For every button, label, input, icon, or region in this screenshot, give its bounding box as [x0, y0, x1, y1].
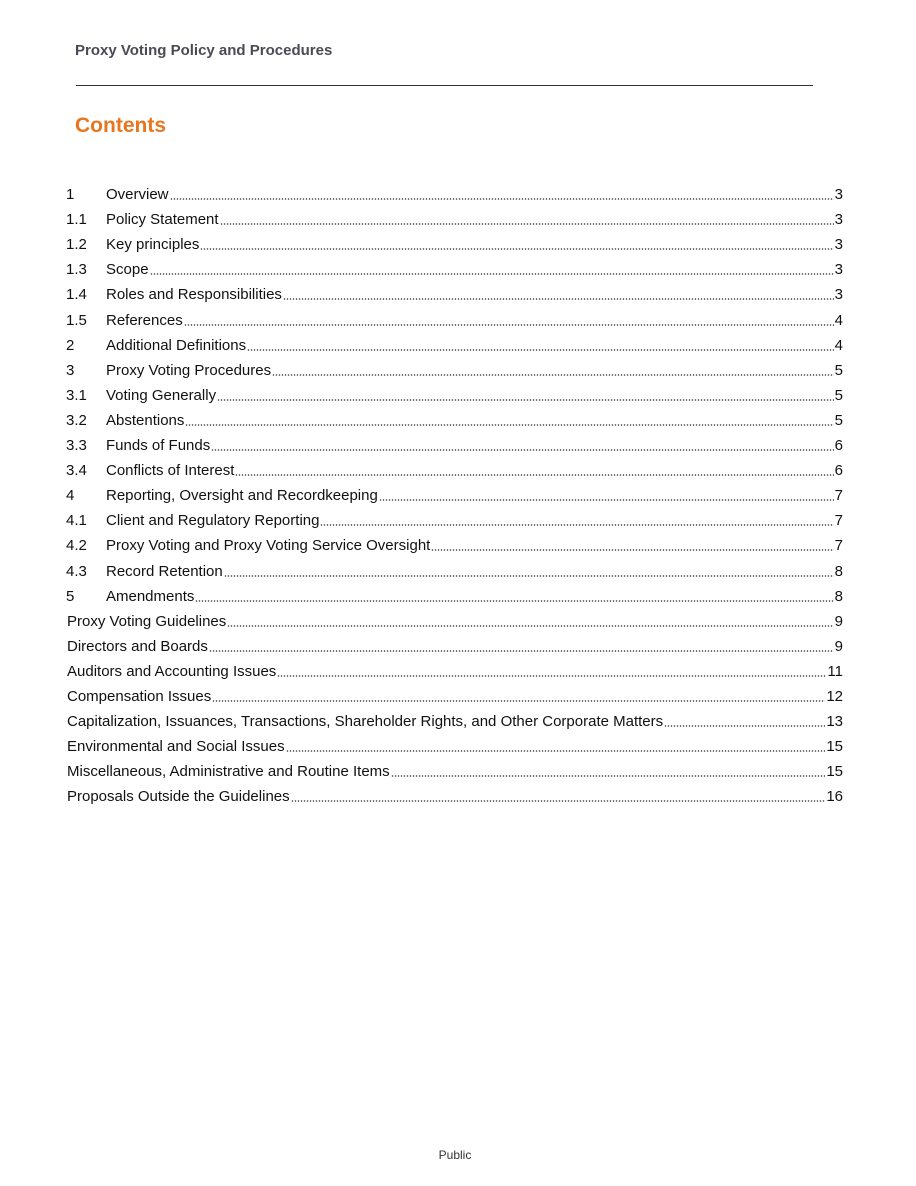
- toc-entry[interactable]: [67, 611, 843, 633]
- toc-entry[interactable]: [66, 561, 843, 583]
- toc-entry-label[interactable]: Auditors and Accounting Issues: [67, 663, 277, 680]
- toc-dot-leader: [211, 449, 833, 451]
- toc-entry-label[interactable]: Additional Definitions: [106, 337, 247, 354]
- toc-entry-page[interactable]: 4: [834, 312, 843, 329]
- toc-entry[interactable]: [66, 310, 843, 332]
- toc-entry-number: 3.3: [66, 437, 87, 454]
- toc-entry-label[interactable]: Voting Generally: [106, 387, 217, 404]
- toc-entry[interactable]: [66, 259, 843, 281]
- toc-entry-number: 4.3: [66, 563, 87, 580]
- toc-entry-label[interactable]: Overview: [106, 186, 169, 203]
- toc-entry-label[interactable]: Record Retention: [106, 563, 223, 580]
- toc-entry[interactable]: [67, 736, 843, 758]
- toc-entry-page[interactable]: 15: [826, 763, 843, 780]
- toc-dot-leader: [195, 600, 833, 602]
- toc-dot-leader: [277, 675, 826, 677]
- toc-entry-page[interactable]: 9: [834, 638, 843, 655]
- toc-dot-leader: [379, 499, 834, 501]
- toc-entry-label[interactable]: Proposals Outside the Guidelines: [67, 788, 290, 805]
- toc-entry-number: 1.2: [66, 236, 87, 253]
- toc-entry-page[interactable]: 3: [834, 236, 843, 253]
- toc-entry-label[interactable]: Compensation Issues: [67, 688, 212, 705]
- toc-entry-page[interactable]: 15: [826, 738, 843, 755]
- toc-entry[interactable]: [67, 686, 843, 708]
- toc-dot-leader: [283, 298, 834, 300]
- toc-entry-label[interactable]: Conflicts of Interest: [106, 462, 235, 479]
- toc-entry[interactable]: [66, 209, 843, 231]
- toc-entry[interactable]: [66, 435, 843, 457]
- toc-dot-leader: [320, 524, 833, 526]
- toc-entry-page[interactable]: 12: [826, 688, 843, 705]
- toc-entry[interactable]: [66, 510, 843, 532]
- toc-entry[interactable]: [66, 586, 843, 608]
- toc-dot-leader: [286, 750, 826, 752]
- toc-entry-label[interactable]: Directors and Boards: [67, 638, 208, 655]
- toc-entry-page[interactable]: 3: [834, 186, 843, 203]
- toc-entry-number: 2: [66, 337, 75, 354]
- toc-entry[interactable]: [67, 761, 843, 783]
- toc-entry-page[interactable]: 5: [834, 362, 843, 379]
- toc-dot-leader: [150, 273, 834, 275]
- toc-entry-page[interactable]: 4: [834, 337, 843, 354]
- toc-entry-page[interactable]: 13: [826, 713, 843, 730]
- toc-dot-leader: [209, 650, 834, 652]
- toc-entry-label[interactable]: Environmental and Social Issues: [67, 738, 285, 755]
- toc-entry[interactable]: [67, 661, 843, 683]
- toc-entry[interactable]: [66, 335, 843, 357]
- toc-dot-leader: [235, 474, 833, 476]
- toc-dot-leader: [664, 725, 825, 727]
- toc-entry-page[interactable]: 7: [834, 487, 843, 504]
- toc-entry-page[interactable]: 9: [834, 613, 843, 630]
- toc-entry-label[interactable]: Abstentions: [106, 412, 185, 429]
- toc-entry[interactable]: [66, 284, 843, 306]
- toc-entry-number: 3: [66, 362, 75, 379]
- toc-entry-label[interactable]: References: [106, 312, 183, 329]
- toc-dot-leader: [431, 549, 833, 551]
- toc-dot-leader: [272, 374, 834, 376]
- toc-entry-number: 5: [66, 588, 75, 605]
- toc-entry-label[interactable]: Reporting, Oversight and Recordkeeping: [106, 487, 378, 504]
- toc-entry-page[interactable]: 6: [834, 437, 843, 454]
- toc-dot-leader: [291, 800, 826, 802]
- toc-entry-label[interactable]: Amendments: [106, 588, 195, 605]
- toc-entry-number: 3.1: [66, 387, 87, 404]
- toc-entry-number: 3.4: [66, 462, 87, 479]
- toc-entry-label[interactable]: Miscellaneous, Administrative and Routine Items: [67, 763, 390, 780]
- toc-entry-page[interactable]: 7: [834, 537, 843, 554]
- toc-entry[interactable]: [67, 636, 843, 658]
- toc-entry-page[interactable]: 16: [826, 788, 843, 805]
- toc-entry-label[interactable]: Capitalization, Issuances, Transactions, Shareholder Rights, and Other Corporate Matters: [67, 713, 664, 730]
- toc-dot-leader: [391, 775, 826, 777]
- toc-entry[interactable]: [66, 360, 843, 382]
- toc-dot-leader: [220, 223, 834, 225]
- toc-entry-page[interactable]: 7: [834, 512, 843, 529]
- toc-entry[interactable]: [67, 711, 843, 733]
- toc-dot-leader: [200, 248, 833, 250]
- header-divider: [76, 85, 813, 86]
- toc-dot-leader: [212, 700, 825, 702]
- toc-entry-label[interactable]: Scope: [106, 261, 149, 278]
- toc-entry[interactable]: [66, 535, 843, 557]
- toc-entry-number: 1.5: [66, 312, 87, 329]
- toc-entry-number: 1.4: [66, 286, 87, 303]
- toc-entry-number: 1: [66, 186, 75, 203]
- toc-entry[interactable]: [67, 786, 843, 808]
- toc-entry-number: 4.1: [66, 512, 87, 529]
- toc-entry[interactable]: [66, 460, 843, 482]
- toc-entry-label[interactable]: Proxy Voting and Proxy Voting Service Oversight: [106, 537, 431, 554]
- toc-entry[interactable]: [66, 184, 843, 206]
- toc-entry-number: 4: [66, 487, 75, 504]
- toc-entry-page[interactable]: 6: [834, 462, 843, 479]
- toc-entry-page[interactable]: 8: [834, 588, 843, 605]
- toc-entry-label[interactable]: Key principles: [106, 236, 200, 253]
- toc-entry[interactable]: [66, 385, 843, 407]
- toc-dot-leader: [247, 349, 834, 351]
- toc-entry-number: 4.2: [66, 537, 87, 554]
- toc-entry-page[interactable]: 5: [834, 387, 843, 404]
- toc-entry-number: 3.2: [66, 412, 87, 429]
- toc-dot-leader: [217, 399, 834, 401]
- toc-entry-page[interactable]: 11: [827, 663, 843, 680]
- toc-entry-page[interactable]: 5: [834, 412, 843, 429]
- toc-entry-label[interactable]: Proxy Voting Procedures: [106, 362, 272, 379]
- toc-entry-label[interactable]: Funds of Funds: [106, 437, 211, 454]
- contents-heading: Contents: [75, 114, 166, 137]
- toc-entry-page[interactable]: 3: [834, 261, 843, 278]
- toc-entry-label[interactable]: Policy Statement: [106, 211, 219, 228]
- toc-entry-label[interactable]: Client and Regulatory Reporting: [106, 512, 320, 529]
- footer-classification: Public: [438, 1148, 472, 1162]
- toc-dot-leader: [224, 575, 834, 577]
- toc-entry-number: 1.1: [66, 211, 87, 228]
- toc-dot-leader: [227, 625, 833, 627]
- toc-entry-label[interactable]: Roles and Responsibilities: [106, 286, 282, 303]
- toc-entry-page[interactable]: 3: [834, 211, 843, 228]
- toc-dot-leader: [184, 324, 834, 326]
- page-header: Proxy Voting Policy and Procedures: [75, 42, 333, 59]
- toc-dot-leader: [170, 198, 834, 200]
- toc-entry-page[interactable]: 8: [834, 563, 843, 580]
- toc-entry[interactable]: [66, 485, 843, 507]
- toc-entry-number: 1.3: [66, 261, 87, 278]
- toc-entry-label[interactable]: Proxy Voting Guidelines: [67, 613, 227, 630]
- toc-entry-page[interactable]: 3: [834, 286, 843, 303]
- toc-dot-leader: [185, 424, 833, 426]
- toc-entry[interactable]: [66, 410, 843, 432]
- toc-entry[interactable]: [66, 234, 843, 256]
